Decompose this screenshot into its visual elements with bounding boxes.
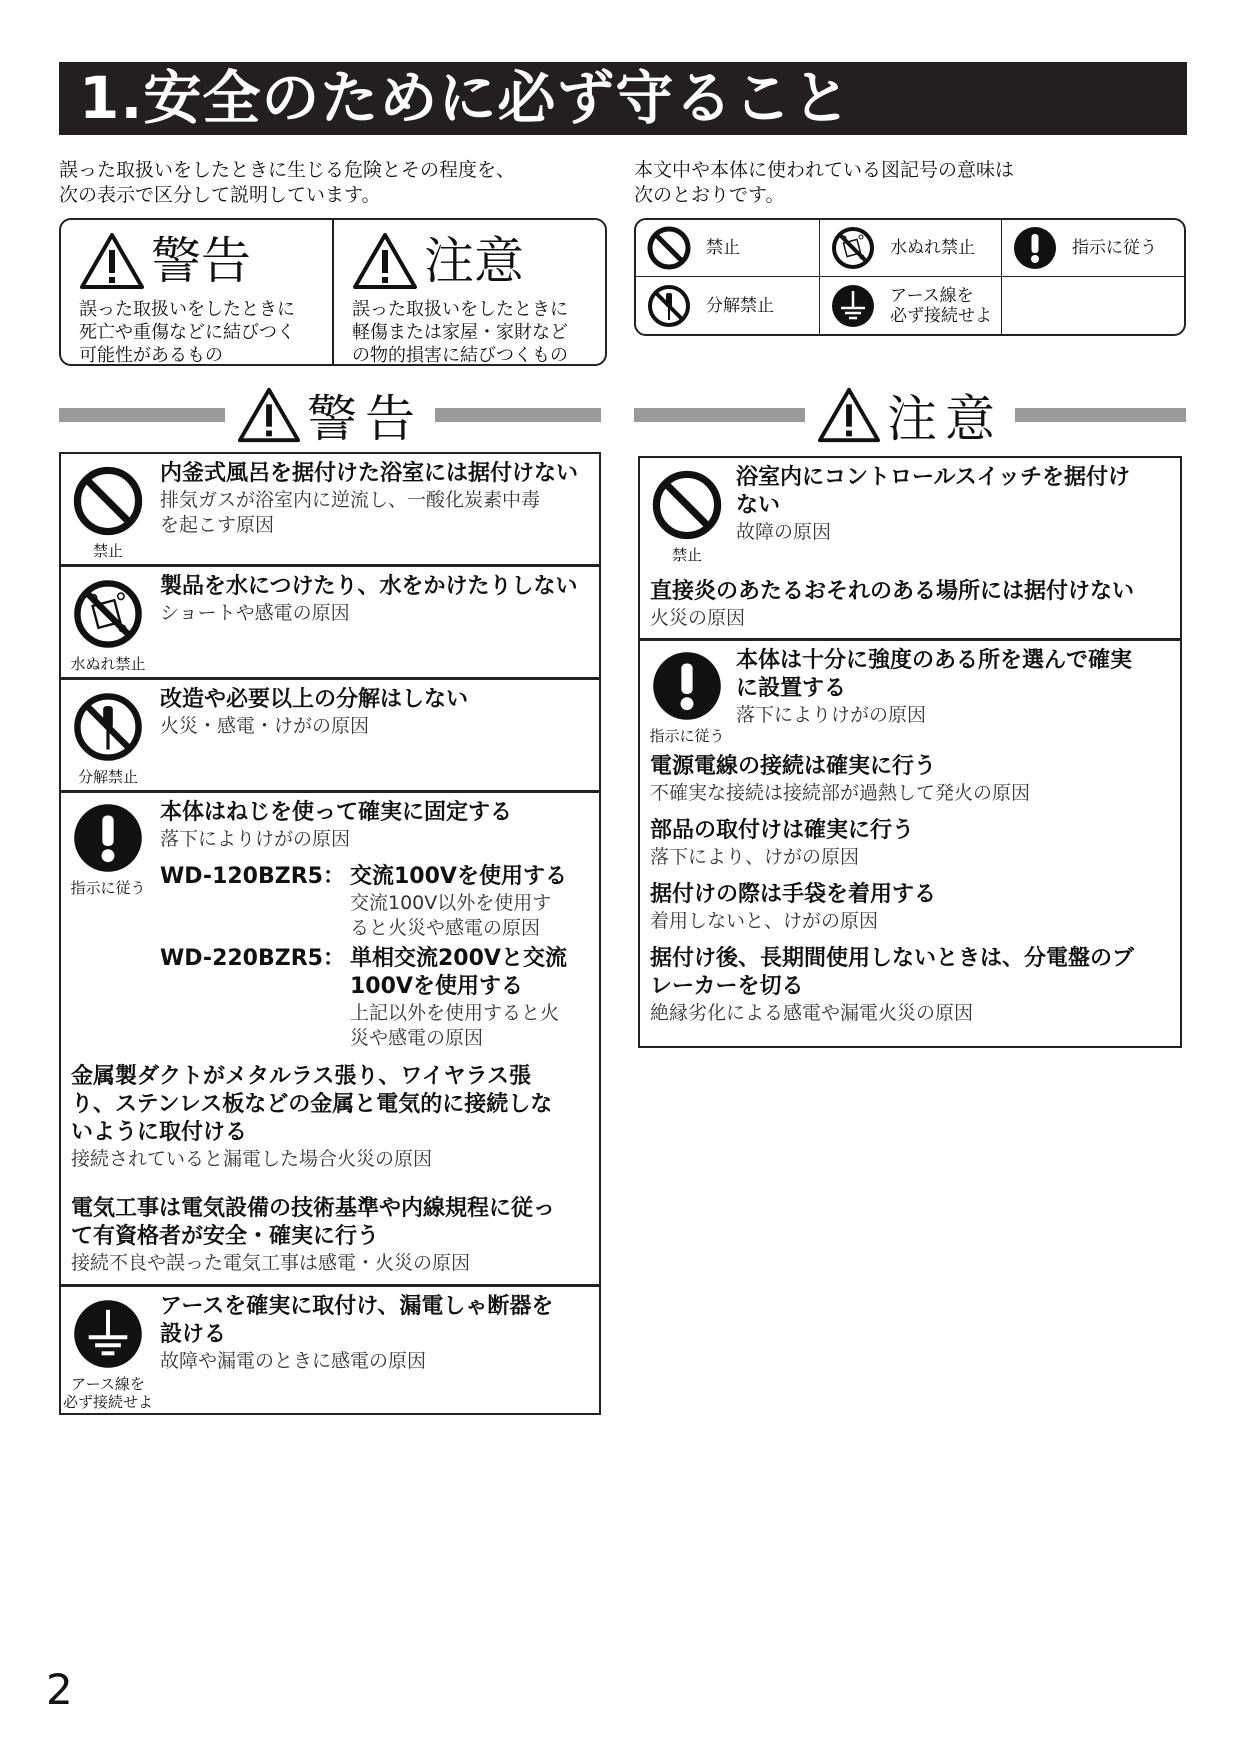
row-note: 落下により、けがの原因 [650, 846, 860, 868]
row-note: 火災の原因 [650, 607, 746, 629]
icon-caption: 禁止 [92, 542, 123, 560]
title-bar [59, 62, 1187, 135]
warning-section-title: 警告 [307, 390, 423, 448]
warning-row [61, 680, 599, 793]
no-disassembly-icon [71, 690, 145, 764]
row-heading: 部品の取付けは確実に行う [650, 818, 915, 843]
row-note: 絶縁劣化による感電や漏電火災の原因 [650, 1002, 974, 1024]
caution-section-header [634, 380, 1186, 450]
warning-triangle-icon [817, 386, 881, 444]
symbol-label: 禁止 [706, 238, 740, 258]
model-name: WD-120BZR5： [160, 864, 345, 889]
row-heading: 改造や必要以上の分解はしない [160, 687, 469, 712]
caution-section-title: 注意 [887, 390, 1003, 448]
row-heading: り、ステンレス板などの金属と電気的に接続しな [71, 1092, 553, 1117]
warning-section-header [59, 380, 601, 450]
legend-desc-line: 誤った取扱いをしたときに [79, 299, 295, 320]
legend-caution-word: 注意 [424, 232, 524, 290]
symbol-no-water [820, 220, 1002, 277]
legend-desc-line: 死亡や重傷などに結びつく [79, 322, 295, 343]
model-name: WD-220BZR5： [160, 946, 345, 971]
caution-row [640, 641, 1180, 1046]
warning-row [61, 1287, 599, 1413]
row-note: 接続不良や誤った電気工事は感電・火災の原因 [71, 1252, 471, 1274]
prohibited-icon [650, 468, 724, 542]
row-heading: 電源電線の接続は確実に行う [650, 754, 937, 779]
legend-warning [61, 220, 332, 364]
row-note: 落下によりけがの原因 [736, 704, 927, 726]
row-note: 排気ガスが浴室内に逆流し、一酸化炭素中毒 [160, 489, 541, 511]
row-heading: レーカーを切る [650, 974, 804, 999]
symbol-label: 必ず接続せよ [890, 305, 992, 326]
warning-row [61, 793, 599, 1287]
row-heading: て有資格者が安全・確実に行う [71, 1224, 380, 1249]
intro-left [59, 158, 579, 208]
row-note: 着用しないと、けがの原因 [650, 910, 879, 932]
signal-word-legend [59, 218, 607, 366]
page-number: 2 [46, 1665, 73, 1714]
intro-line: 本文中や本体に使われている図記号の意味は [634, 159, 1015, 181]
model-note: ると火災や感電の原因 [350, 917, 541, 939]
row-heading: に設置する [736, 676, 847, 701]
row-heading: 内釜式風呂を据付けた浴室には据付けない [160, 461, 579, 486]
no-water-icon [830, 225, 876, 271]
row-heading: 電気工事は電気設備の技術基準や内線規程に従っ [71, 1196, 556, 1221]
legend-warning-word: 警告 [151, 232, 251, 290]
icon-caption: 指示に従う [649, 727, 725, 745]
symbol-label: 指示に従う [1072, 238, 1157, 258]
legend-desc-line: の物的損害に結びつくもの [352, 345, 568, 366]
warning-panel [59, 452, 601, 1415]
symbol-label: アース線を [890, 285, 974, 306]
symbol-no-disassembly [636, 277, 820, 334]
legend-caution [332, 220, 605, 364]
warning-row [61, 567, 599, 680]
earth-ground-icon [830, 283, 876, 329]
legend-desc-line: 軽傷または家屋・家財など [352, 322, 568, 343]
prohibited-icon [646, 225, 692, 271]
icon-caption: 水ぬれ禁止 [70, 655, 146, 673]
row-note: 接続されていると漏電した場合火災の原因 [71, 1148, 433, 1170]
warning-triangle-icon [79, 232, 145, 290]
header-rule [634, 408, 805, 422]
model-note: 災や感電の原因 [350, 1027, 484, 1049]
mandatory-action-icon [71, 801, 145, 875]
symbol-legend-table [634, 218, 1186, 336]
no-water-icon [71, 577, 145, 651]
legend-desc-line: 誤った取扱いをしたときに [352, 299, 568, 320]
icon-caption: 必ず接続せよ [62, 1393, 153, 1411]
caution-panel [638, 456, 1182, 1048]
row-note: ショートや感電の原因 [160, 602, 350, 624]
row-note: 落下によりけがの原因 [160, 828, 351, 850]
symbol-prohibited [636, 220, 820, 277]
row-heading: 据付け後、長期間使用しないときは、分電盤のブ [650, 946, 1135, 971]
row-heading: 金属製ダクトがメタルラス張り、ワイヤラス張 [71, 1064, 532, 1089]
page-title: 1.安全のために必ず守ること [79, 64, 852, 132]
row-heading: 本体は十分に強度のある所を選んで確実 [736, 648, 1133, 673]
symbol-label: 分解禁止 [706, 295, 774, 316]
symbol-follow [1002, 220, 1184, 277]
symbol-empty-cell [1002, 277, 1184, 334]
warning-row [61, 454, 599, 567]
no-disassembly-icon [646, 283, 692, 329]
row-heading: 直接炎のあたるおそれのある場所には据付けない [650, 579, 1135, 604]
header-rule [435, 408, 601, 422]
row-heading: 設ける [160, 1322, 227, 1347]
prohibited-icon [71, 464, 145, 538]
icon-caption: 禁止 [671, 546, 702, 564]
row-heading: いように取付ける [71, 1120, 248, 1145]
row-heading: ない [736, 493, 781, 518]
warning-triangle-icon [237, 386, 301, 444]
row-heading: 本体はねじを使って確実に固定する [160, 800, 513, 825]
earth-ground-icon [71, 1297, 145, 1371]
symbol-earth [820, 277, 1002, 334]
icon-caption: 分解禁止 [77, 768, 138, 786]
symbol-label: 水ぬれ禁止 [890, 238, 975, 258]
intro-right [634, 158, 1154, 208]
model-note: 上記以外を使用すると火 [350, 1002, 560, 1024]
row-note: 故障や漏電のときに感電の原因 [160, 1350, 427, 1372]
row-heading: 浴室内にコントロールスイッチを据付け [736, 465, 1131, 490]
row-heading: 据付けの際は手袋を着用する [650, 882, 937, 907]
legend-desc-line: 可能性があるもの [79, 345, 223, 366]
intro-line: 次の表示で区分して説明しています。 [59, 184, 381, 206]
model-spec: 100Vを使用する [350, 974, 523, 999]
warning-triangle-icon [352, 232, 418, 290]
icon-caption: アース線を [71, 1375, 145, 1393]
row-note: 火災・感電・けがの原因 [160, 715, 370, 737]
mandatory-action-icon [1012, 225, 1058, 271]
row-note: 不確実な接続は接続部が過熱して発火の原因 [650, 782, 1031, 804]
caution-row [640, 458, 1180, 641]
row-heading: アースを確実に取付け、漏電しゃ断器を [160, 1294, 554, 1319]
header-rule [59, 408, 225, 422]
model-note: 交流100V以外を使用す [350, 892, 552, 914]
row-note: を起こす原因 [160, 514, 275, 536]
icon-caption: 指示に従う [70, 879, 146, 897]
row-heading: 製品を水につけたり、水をかけたりしない [160, 574, 578, 599]
row-note: 故障の原因 [736, 521, 832, 543]
intro-line: 誤った取扱いをしたときに生じる危険とその程度を、 [59, 159, 516, 181]
model-spec: 単相交流200Vと交流 [350, 946, 567, 971]
mandatory-action-icon [650, 649, 724, 723]
intro-line: 次のとおりです。 [634, 184, 785, 206]
model-spec: 交流100Vを使用する [350, 864, 567, 889]
header-rule [1015, 408, 1186, 422]
